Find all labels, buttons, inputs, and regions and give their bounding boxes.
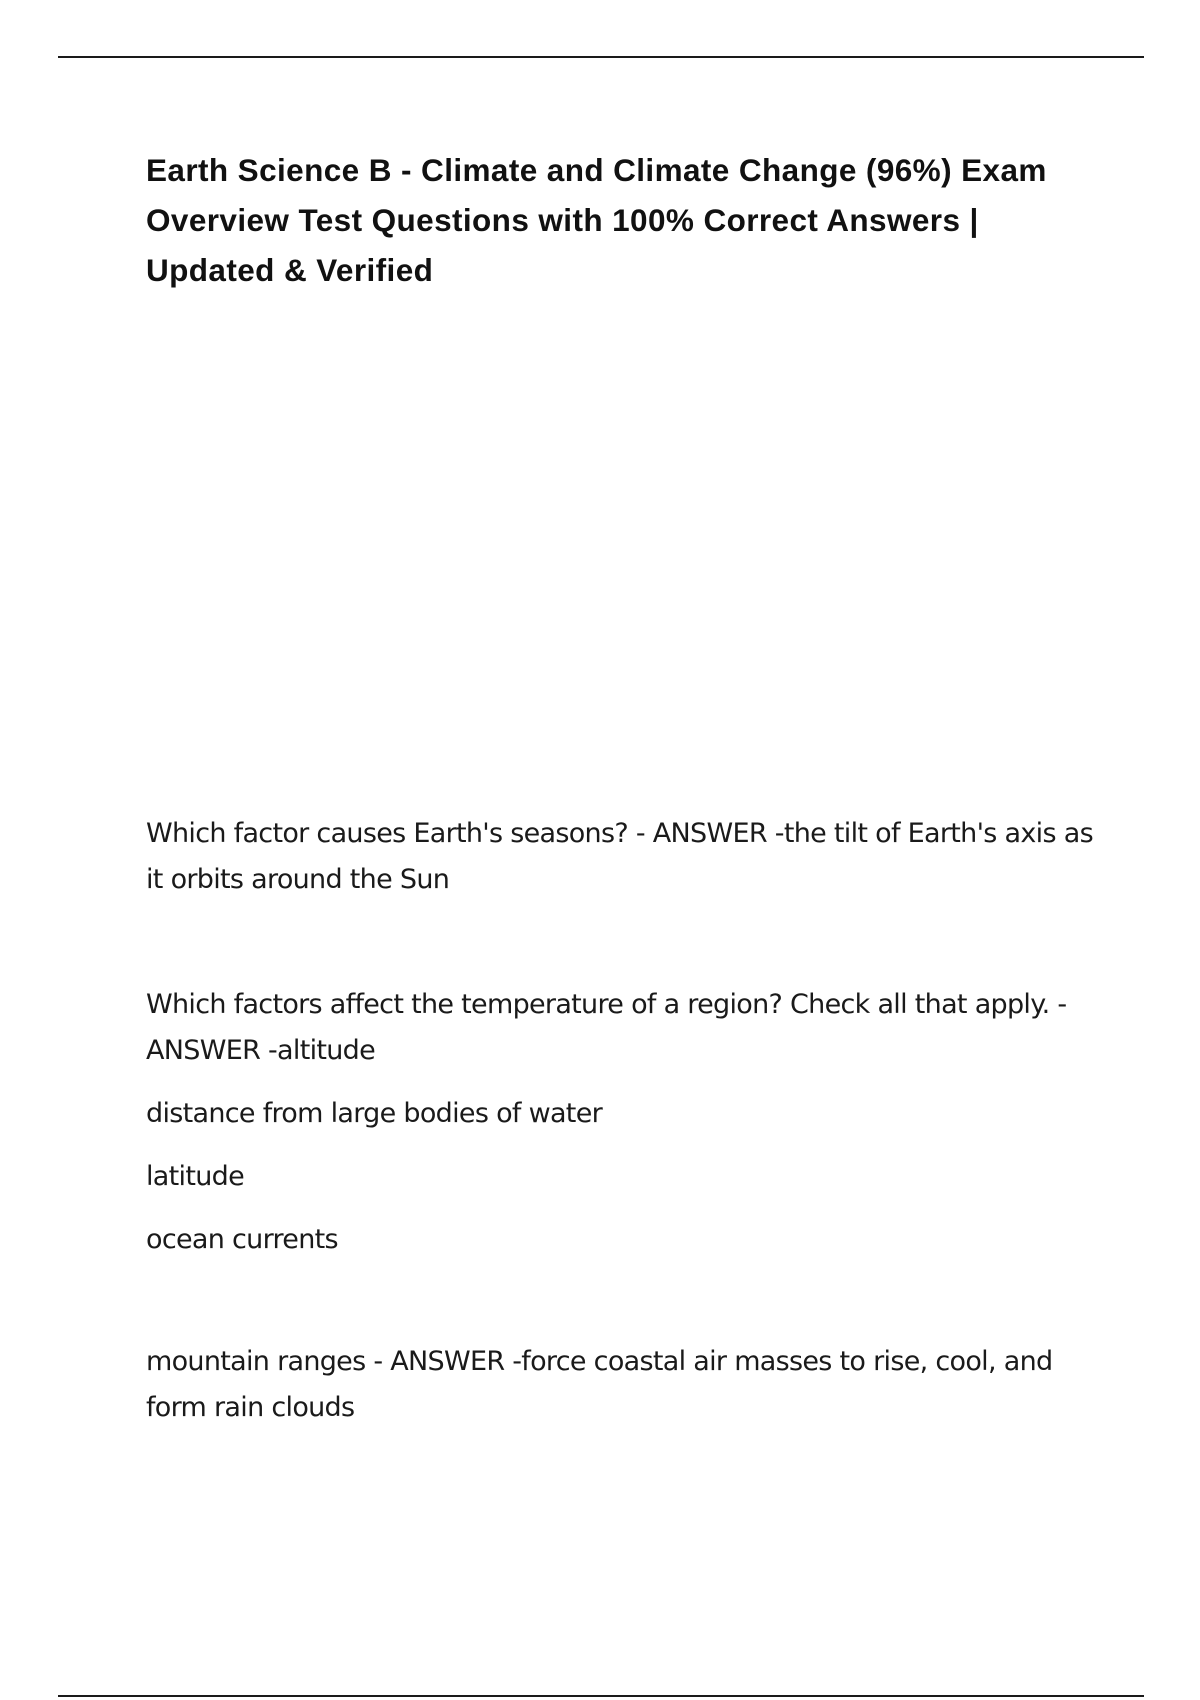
answer-line: latitude [146, 1161, 244, 1192]
top-rule [58, 56, 1144, 58]
qa-text: Which factor causes Earth's seasons? - ANSWER -the tilt of Earth's axis as it orbits around the Sun [146, 818, 1093, 895]
qa-text: mountain ranges - ANSWER -force coastal air masses to rise, cool, and form rain clouds [146, 1346, 1053, 1423]
answer-line: distance from large bodies of water [146, 1098, 603, 1129]
bottom-rule [58, 1695, 1144, 1697]
qa-item-mountain-ranges [146, 1339, 1106, 1431]
answer-line: ocean currents [146, 1224, 338, 1255]
qa-item-temperature-factors [146, 982, 1106, 1263]
document-title: Earth Science B - Climate and Climate Change (96%) Exam Overview Test Questions with 100% Correct Answers | Updated & Verified [146, 152, 1047, 288]
qa-item-seasons [146, 811, 1106, 903]
qa-text: Which factors affect the temperature of a region? Check all that apply. - ANSWER -altitude [146, 989, 1067, 1066]
